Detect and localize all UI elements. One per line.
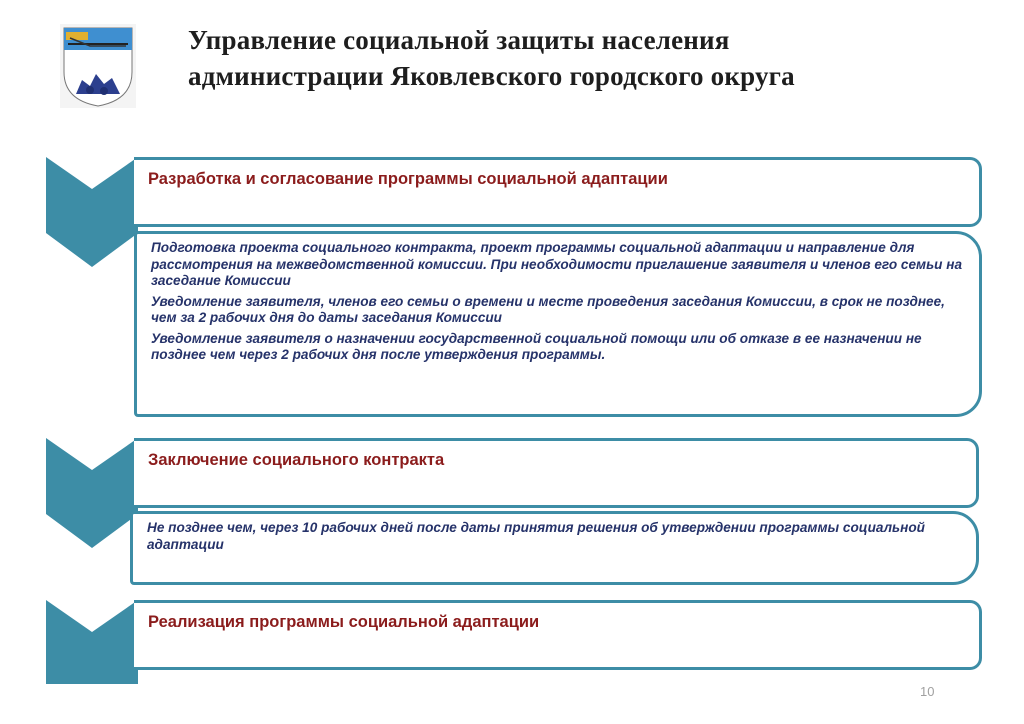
title-line-2: администрации Яковлевского городского округа — [188, 61, 795, 91]
step-3-heading: Реализация программы социальной адаптации — [148, 613, 540, 631]
step-2-heading: Заключение социального контракта — [148, 451, 445, 469]
step-1-heading: Разработка и согласование программы социальной адаптации — [148, 170, 668, 188]
step-1-details — [151, 240, 965, 368]
step-2-details — [147, 520, 962, 557]
step-1-detail-3: Уведомление заявителя о назначении государственной социальной помощи или об отказе в ее назначении не позднее чем через 2 рабочих дня после утверждения программы. — [151, 330, 922, 362]
step-1-detail-2: Уведомление заявителя, членов его семьи о времени и месте проведения заседания Комиссии, в срок не позднее, чем за 2 рабочих дня до даты заседания Комиссии — [151, 293, 945, 325]
step-2-detail-1: Не позднее чем, через 10 рабочих дней после даты принятия решения об утверждении программы социальной адаптации — [147, 520, 925, 552]
step-2-chevron-icon — [46, 438, 138, 548]
step-2-heading-box — [134, 438, 979, 508]
step-1-chevron-icon — [46, 157, 138, 267]
step-1-detail-1: Подготовка проекта социального контракта, проект программы социальной адаптации и направление для рассмотрения на межведомственной комиссии. При необходимости приглашение заявителя и членов его семьи на заседание Комиссии — [151, 240, 963, 288]
page-number: 10 — [920, 684, 935, 699]
title-line-1: Управление социальной защиты населения — [188, 25, 730, 55]
step-3-heading-box — [134, 600, 982, 670]
coat-of-arms-emblem — [60, 24, 136, 108]
step-1-heading-box — [134, 157, 982, 227]
step-2-details-box — [130, 511, 979, 585]
step-3-chevron-icon — [46, 600, 138, 684]
page-title — [188, 22, 988, 94]
step-1-details-box — [134, 231, 982, 417]
